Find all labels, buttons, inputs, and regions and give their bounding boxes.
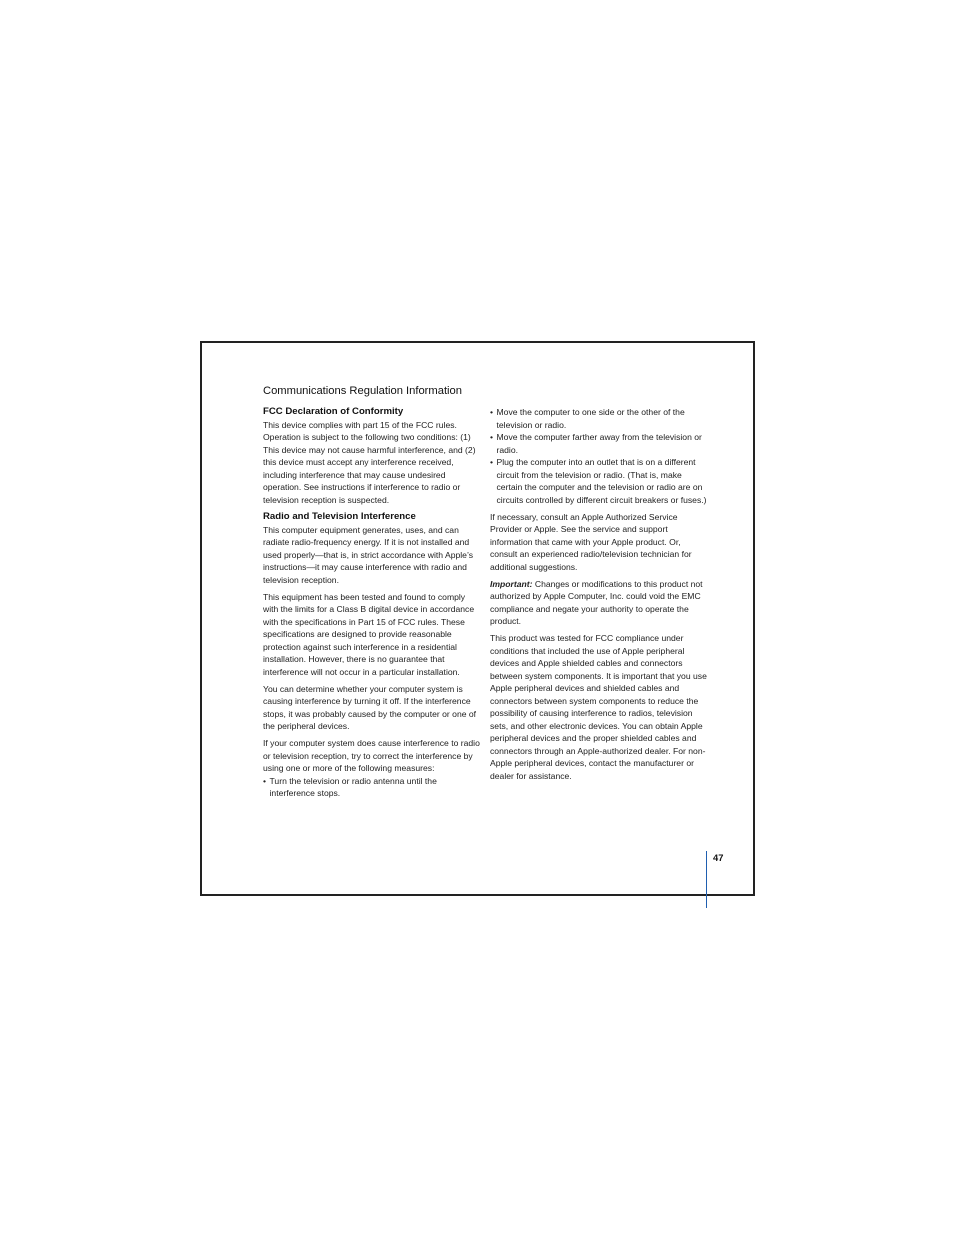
list-item: • Move the computer to one side or the other of the television or radio. bbox=[490, 406, 708, 431]
page-title: Communications Regulation Information bbox=[263, 385, 462, 397]
important-text: Changes or modifications to this product not authorized by Apple Computer, Inc. could void the EMC compliance and negate your authority to operate the product. bbox=[490, 578, 703, 626]
radio-tv-paragraph-2: This equipment has been tested and found to comply with the limits for a Class B digital device in accordance with the specifications in Part 15 of FCC rules. These specifications are designed to provide reasonable protection against such interference in a residential installation. However, there is no guarantee that interference will not occur in a particular installation. bbox=[263, 591, 475, 677]
left-column bbox=[263, 406, 481, 804]
list-item: • Turn the television or radio antenna until the interference stops. bbox=[263, 775, 481, 800]
list-item: • Plug the computer into an outlet that is on a different circuit from the television or radio. (That is, make certain the computer and the television or radio are on circuits controlled by different circuit breakers or fuses.) bbox=[490, 456, 708, 506]
fcc-tested-paragraph: This product was tested for FCC compliance under conditions that included the use of Apple peripheral devices and Apple shielded cables and connectors between system components. It is important that you use Apple peripheral devices and shielded cables and connectors between system components to reduce the possibility of causing interference to radios, television sets, and other electronic devices. You can obtain Apple peripheral devices and the proper shielded cables and connectors through an Apple-authorized dealer. For non-Apple peripheral devices, contact the manufacturer or dealer for assistance. bbox=[490, 633, 707, 781]
right-column bbox=[490, 406, 708, 787]
service-paragraph: If necessary, consult an Apple Authorized Service Provider or Apple. See the service and support information that came with your Apple product. Or, consult an experienced radio/television technician for additional suggestions. bbox=[490, 511, 692, 572]
left-measures-list bbox=[263, 775, 481, 800]
fcc-declaration-text: This device complies with part 15 of the FCC rules. Operation is subject to the following two conditions: (1) This device may not cause harmful interference, and (2) this device must accept any interference received, including interference that may cause undesired operation. See instructions if interference to radio or television reception is suspected. bbox=[263, 419, 476, 505]
page-number-rule bbox=[706, 851, 707, 908]
radio-tv-paragraph-4: If your computer system does cause interference to radio or television reception, try to correct the interference by using one or more of the following measures: bbox=[263, 738, 480, 773]
radio-tv-paragraph-1: This computer equipment generates, uses, and can radiate radio-frequency energy. If it is not installed and used properly—that is, in strict accordance with Apple’s instructions—it may cause interference with radio and television reception. bbox=[263, 524, 474, 585]
radio-tv-interference-heading: Radio and Television Interference bbox=[263, 511, 416, 522]
important-label: Important: bbox=[490, 578, 533, 589]
list-item: • Move the computer farther away from the television or radio. bbox=[490, 431, 708, 456]
radio-tv-paragraph-3: You can determine whether your computer system is causing interference by turning it off. If the interference stops, it was probably caused by the computer or one of the peripheral devices. bbox=[263, 683, 477, 731]
important-paragraph bbox=[490, 578, 708, 628]
page-number: 47 bbox=[713, 852, 724, 863]
fcc-declaration-heading: FCC Declaration of Conformity bbox=[263, 406, 404, 417]
right-measures-list bbox=[490, 406, 708, 506]
